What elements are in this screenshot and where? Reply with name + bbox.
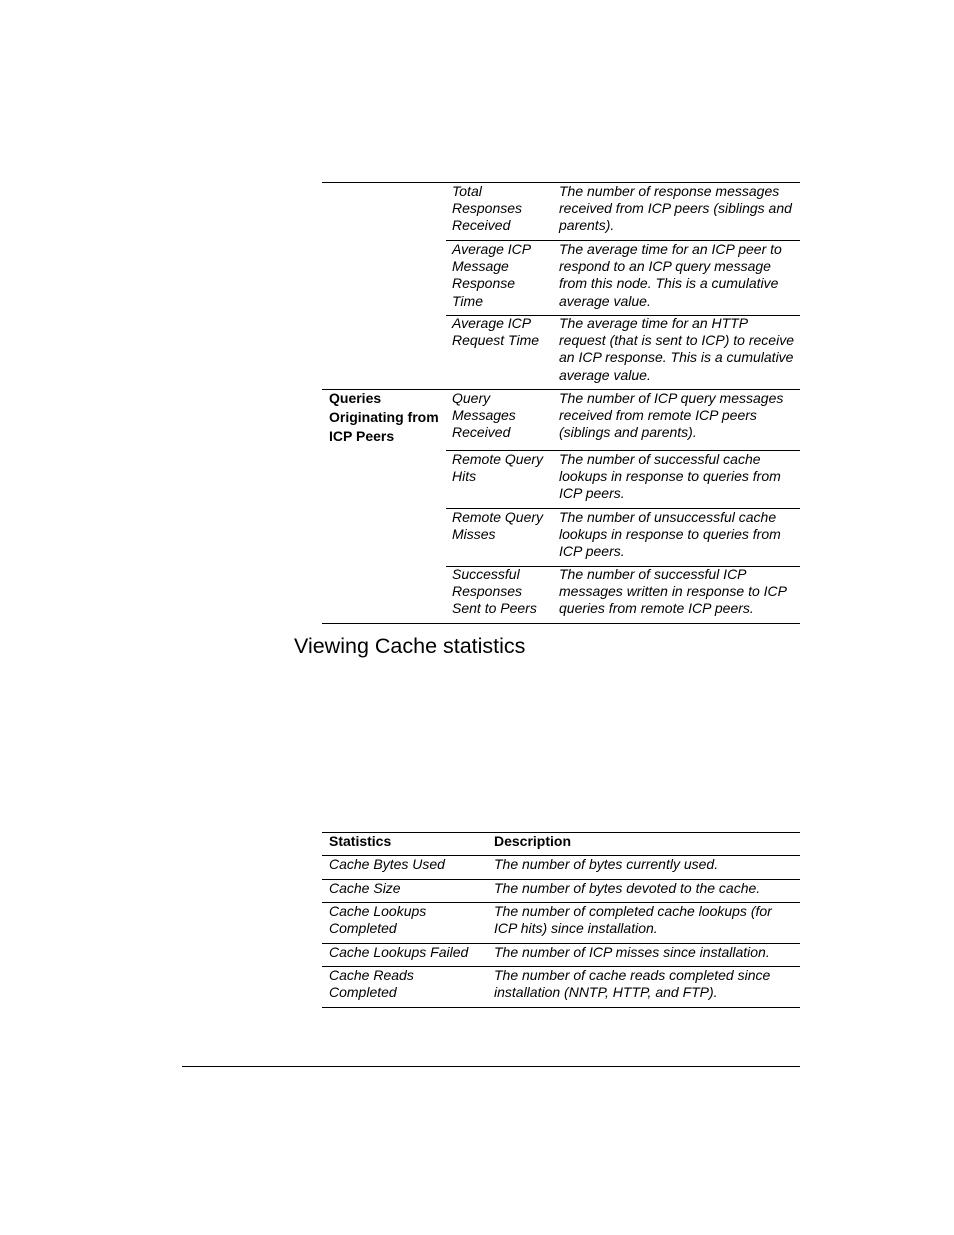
icp-row-description: The number of ICP query messages received from remote ICP peers (siblings and parents). (559, 390, 784, 441)
icp-row-name: Query Messages Received (452, 390, 516, 441)
cache-row-description: The number of bytes currently used. (494, 856, 719, 872)
cache-row-description: The number of cache reads completed since installation (NNTP, HTTP, and FTP). (494, 967, 771, 1001)
cache-row-name: Cache Size (329, 880, 401, 896)
icp-row-description: The number of response messages received from ICP peers (siblings and parents). (559, 183, 792, 234)
icp-row-description: The number of unsuccessful cache lookups in response to queries from ICP peers. (559, 509, 781, 560)
icp-row-name: Remote Query Misses (452, 509, 544, 543)
icp-row-name: Average ICP Request Time (452, 315, 540, 349)
cache-row-description: The number of bytes devoted to the cache. (494, 880, 761, 896)
icp-row-description: The average time for an ICP peer to respond to an ICP query message from this node. This is a cumulative average value. (559, 241, 782, 309)
icp-row-description: The average time for an HTTP request (that is sent to ICP) to receive an ICP response. This is a cumulative average value. (559, 315, 794, 383)
column-header-statistics: Statistics (329, 833, 392, 849)
cache-row-name: Cache Lookups Failed (329, 944, 469, 960)
section-heading: Viewing Cache statistics (294, 634, 526, 658)
icp-row-name: Remote Query Hits (452, 451, 544, 485)
cache-row-description: The number of completed cache lookups (for ICP hits) since installation. (494, 903, 772, 937)
icp-row-name: Total Responses Received (452, 183, 523, 234)
group-label: Queries Originating from ICP Peers (329, 390, 439, 444)
table-bottom-rule (322, 623, 800, 624)
icp-row-name: Average ICP Message Response Time (452, 241, 531, 309)
page-footer-rule (182, 1066, 800, 1067)
cache-row-name: Cache Reads Completed (329, 967, 414, 1001)
cache-row-name: Cache Bytes Used (329, 856, 445, 872)
icp-row-description: The number of successful cache lookups in response to queries from ICP peers. (559, 451, 781, 502)
cache-row-name: Cache Lookups Completed (329, 903, 427, 937)
cache-row-description: The number of ICP misses since installation. (494, 944, 770, 960)
icp-row-description: The number of successful ICP messages written in response to ICP queries from remote ICP peers. (559, 566, 787, 617)
column-header-description: Description (494, 833, 572, 849)
icp-row-name: Successful Responses Sent to Peers (452, 566, 537, 617)
table-bottom-rule (322, 1007, 800, 1008)
